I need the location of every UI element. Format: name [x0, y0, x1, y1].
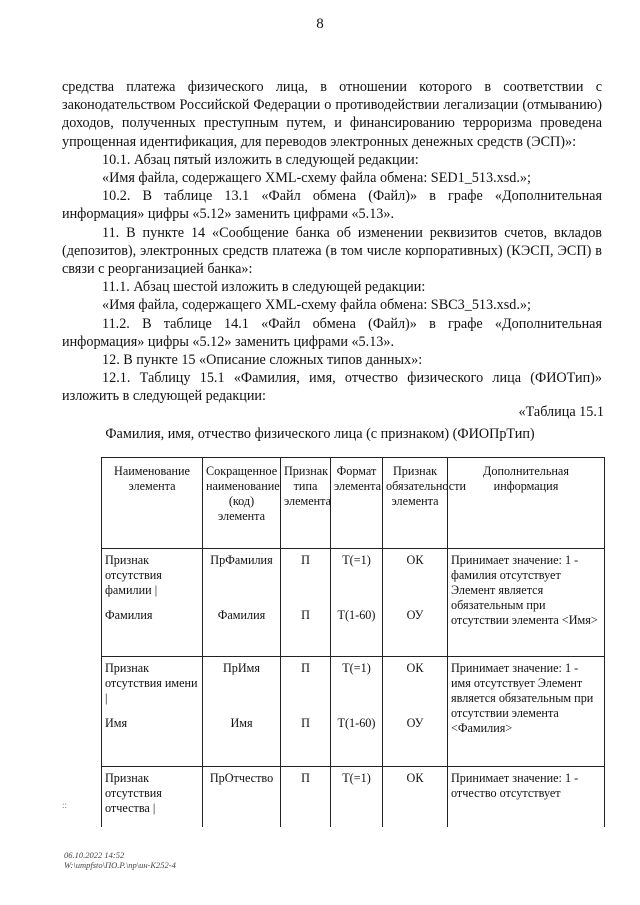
cell-value: Фамилия [217, 608, 266, 622]
cell-value: ПрФамилия [210, 553, 273, 567]
cell-code [203, 549, 281, 657]
cell-value: Признак отсутствия отчества | [105, 771, 162, 815]
paragraph: 11.2. В таблице 14.1 «Файл обмена (Файл)» в графе «Дополнительная информация» цифры «5.12» заменить цифрами «5.13». [62, 315, 602, 350]
cell-type [281, 657, 331, 767]
cell-value: ПрИмя [222, 661, 260, 675]
table-row [102, 657, 605, 767]
paragraph: «Имя файла, содержащего XML-схему файла обмена: SED1_513.xsd.»; [102, 170, 531, 187]
cell-value: Т(1-60) [337, 716, 376, 730]
cell-value: Признак отсутствия фамилии | [105, 553, 162, 597]
paragraph: 11. В пункте 14 «Сообщение банка об изменении реквизитов счетов, вкладов (депозитов), электронных средств платежа (в том числе корпоративных) (КЭСП, ЭСП) в связи с реорганизацией банка»: [62, 224, 602, 278]
cell-value: ОУ [406, 608, 424, 622]
cell-type [281, 549, 331, 657]
page-number: 8 [316, 16, 324, 32]
cell-format [331, 549, 383, 657]
footer-date: 06.10.2022 14:52 [64, 850, 125, 860]
cell-value: Имя [230, 716, 253, 730]
cell-value: Признак отсутствия имени | [105, 661, 198, 705]
cell-info: Принимает значение: 1 - имя отсутствует Элемент является обязательным при отсутствии элемента <Фамилия> [448, 657, 605, 767]
cell-value: П [301, 608, 310, 622]
table-tag: «Таблица 15.1 [518, 404, 604, 420]
body-text [62, 78, 602, 406]
cell-value: Имя [105, 716, 128, 730]
cell-code [203, 657, 281, 767]
cell-name [102, 767, 203, 827]
cell-value: П [301, 661, 310, 675]
header-format: Формат элемента [331, 458, 383, 549]
paragraph: 12. В пункте 15 «Описание сложных типов данных»: [102, 352, 423, 369]
table-caption: Фамилия, имя, отчество физического лица (с признаком) (ФИОПрТип) [105, 426, 535, 442]
cell-value: Т(1-60) [337, 608, 376, 622]
cell-info: Принимает значение: 1 - отчество отсутствует [448, 767, 605, 827]
header-name: Наименование элемента [102, 458, 203, 549]
paragraph: средства платежа физического лица, в отношении которого в соответствии с законодательством Российской Федерации о противодействии легализации (отмыванию) доходов, полученных преступным путем, и финансированию терроризма проведена упрощенная идентификация, для переводов электронных денежных средств (ЭСП)»: [62, 79, 602, 150]
table-header-row [102, 458, 605, 549]
side-mark: :: [62, 800, 68, 810]
cell-format [331, 767, 383, 827]
header-info: Дополнительная информация [448, 458, 605, 549]
elements-table [101, 457, 605, 827]
paragraph: 10.1. Абзац пятый изложить в следующей редакции: [102, 151, 419, 168]
paragraph: «Имя файла, содержащего XML-схему файла обмена: SBC3_513.xsd.»; [102, 297, 531, 314]
cell-name [102, 657, 203, 767]
table-row [102, 767, 605, 827]
cell-value: П [301, 553, 310, 567]
paragraph: 11.1. Абзац шестой изложить в следующей редакции: [102, 279, 426, 296]
cell-value: П [301, 771, 310, 785]
cell-value: ОК [406, 553, 424, 567]
cell-value: ПрОтчество [209, 771, 274, 785]
cell-value: П [301, 716, 310, 730]
cell-value: Т(=1) [342, 553, 371, 567]
cell-name [102, 549, 203, 657]
cell-info: Принимает значение: 1 - фамилия отсутствует Элемент является обязательным при отсутствии элемента <Имя> [448, 549, 605, 657]
cell-type [281, 767, 331, 827]
cell-value: ОК [406, 771, 424, 785]
footer-path: W:\umpfsto\ПО.Р.\пр\ин-К252-4 [64, 860, 176, 870]
cell-required [383, 657, 448, 767]
header-code: Сокращенное наименование (код) элемента [203, 458, 281, 549]
header-required: Признак обязательности элемента [383, 458, 448, 549]
cell-value: Фамилия [105, 608, 153, 622]
cell-format [331, 657, 383, 767]
footer [64, 850, 176, 870]
cell-value: ОК [406, 661, 424, 675]
table-row [102, 549, 605, 657]
cell-required [383, 767, 448, 827]
cell-value: ОУ [406, 716, 424, 730]
cell-value: Т(=1) [342, 661, 371, 675]
cell-value: Т(=1) [342, 771, 371, 785]
paragraph: 10.2. В таблице 13.1 «Файл обмена (Файл)» в графе «Дополнительная информация» цифры «5.12» заменить цифрами «5.13». [62, 188, 602, 223]
paragraph: 12.1. Таблицу 15.1 «Фамилия, имя, отчество физического лица (ФИОТип)» изложить в следующей редакции: [62, 370, 602, 405]
cell-required [383, 549, 448, 657]
header-type: Признак типа элемента [281, 458, 331, 549]
cell-code [203, 767, 281, 827]
